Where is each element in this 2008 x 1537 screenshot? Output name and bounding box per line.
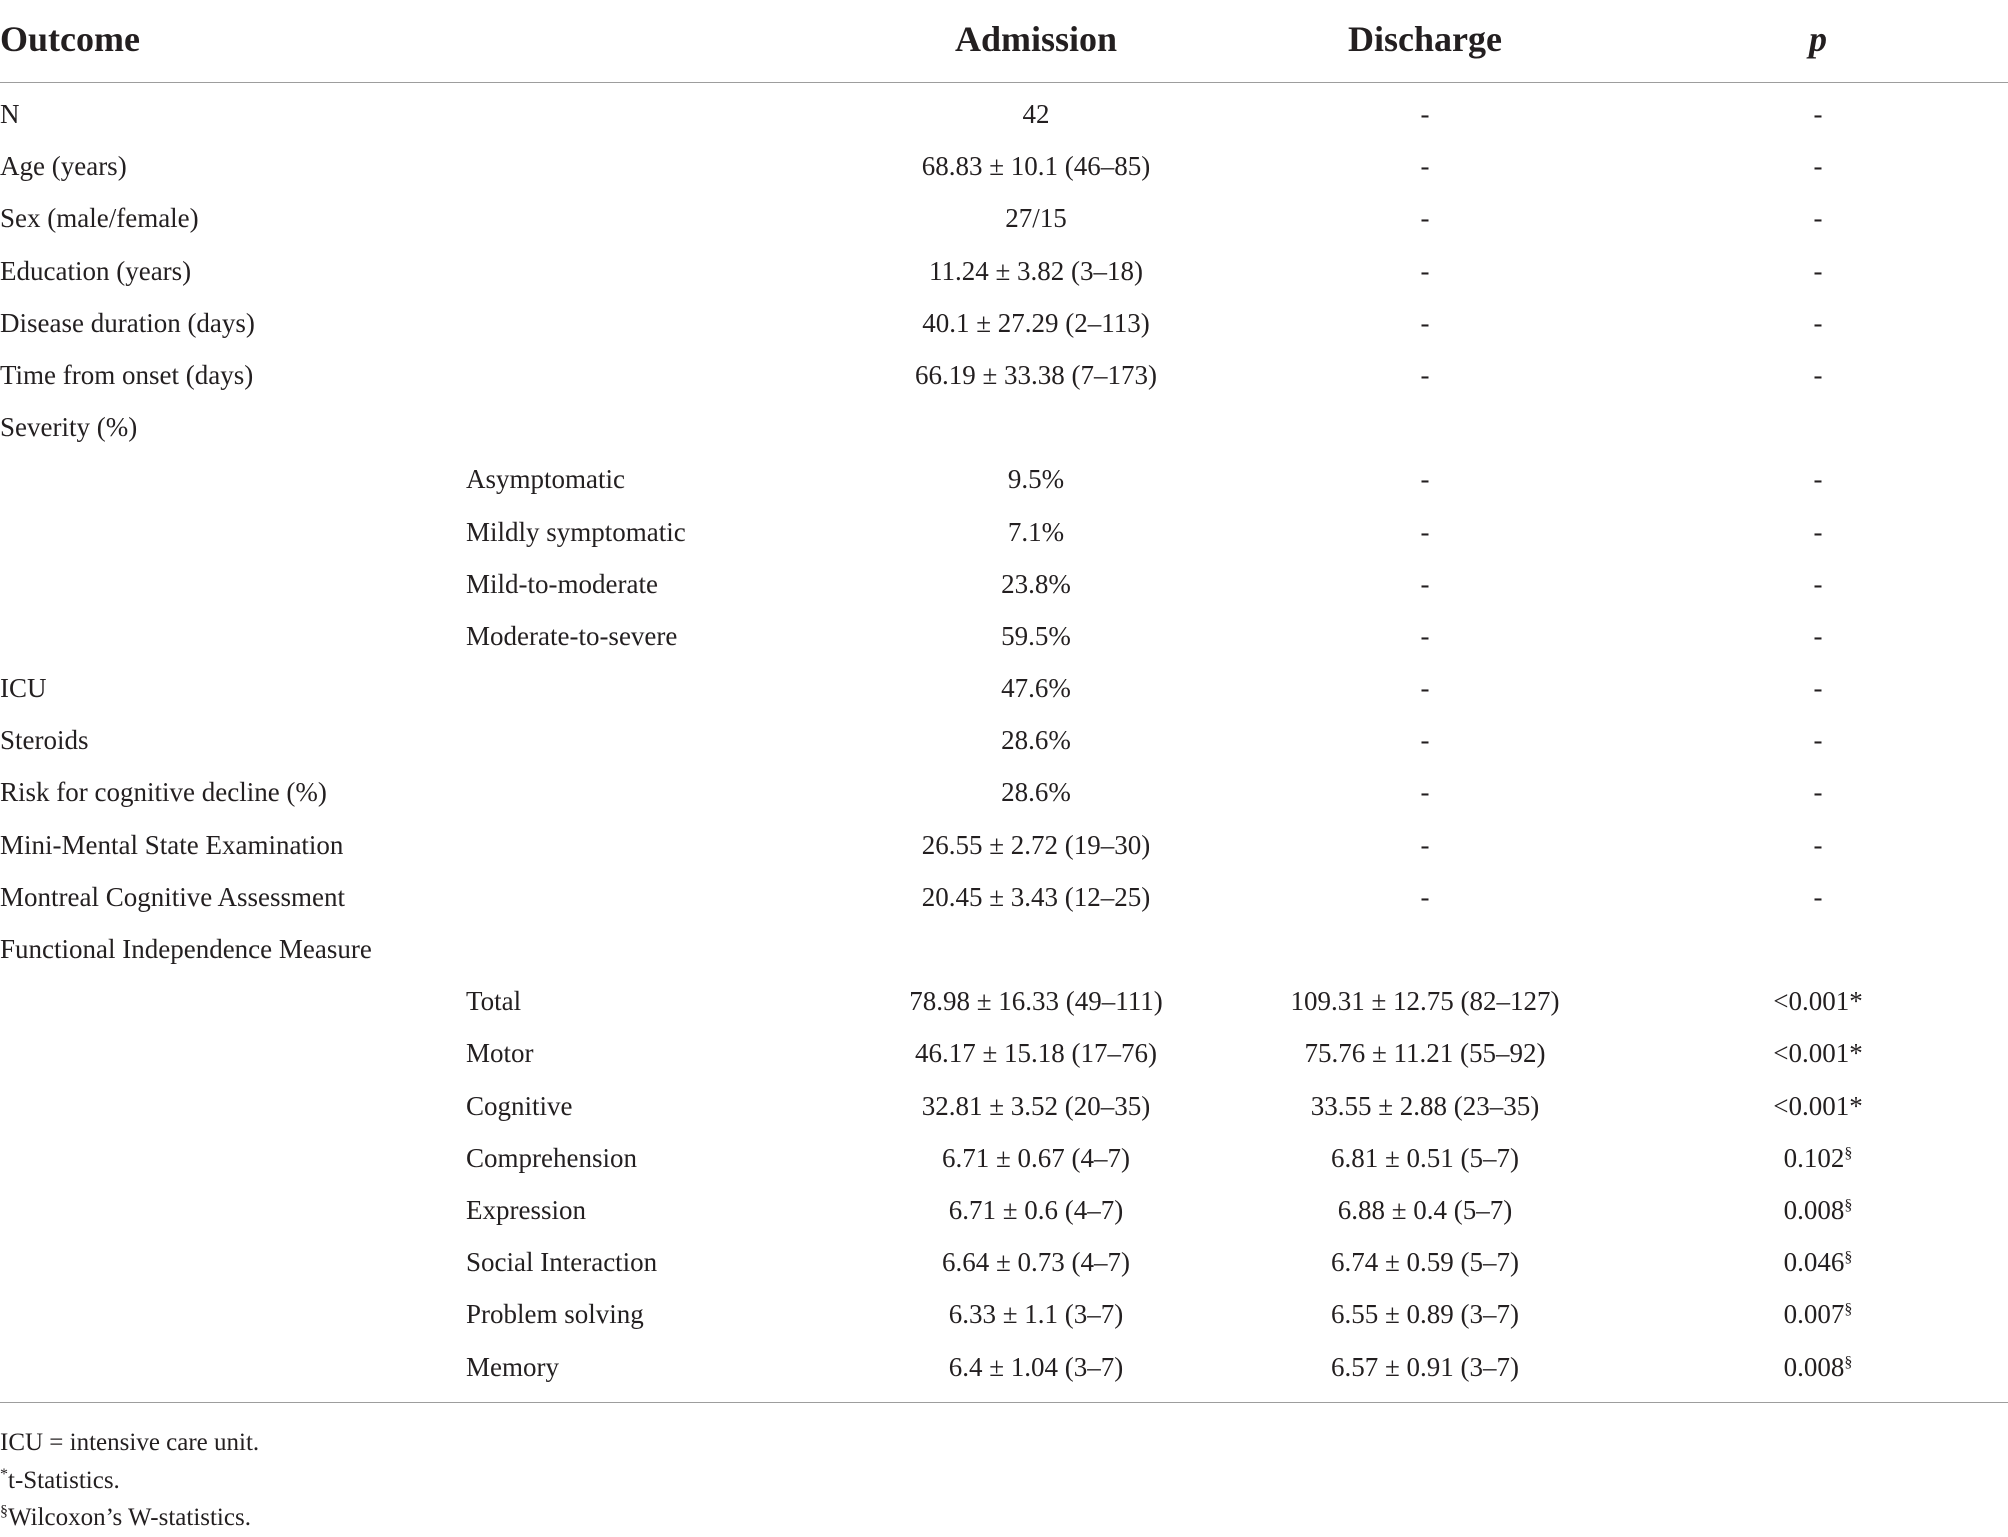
- admission-cell: 6.33 ± 1.1 (3–7): [948, 1299, 1124, 1330]
- p-value-cell: [1814, 464, 1823, 495]
- admission-cell: 47.6%: [1001, 673, 1071, 704]
- admission-cell: 32.81 ± 3.52 (20–35): [921, 1090, 1151, 1121]
- row-sublabel: Memory: [466, 1351, 559, 1382]
- row-label: Montreal Cognitive Assessment: [0, 881, 345, 912]
- discharge-cell: 6.55 ± 0.89 (3–7): [1330, 1299, 1520, 1330]
- table-row: [0, 400, 2008, 452]
- footnote: [0, 1418, 259, 1456]
- p-value-mark: §: [1844, 1196, 1853, 1214]
- admission-cell: 68.83 ± 10.1 (46–85): [921, 151, 1151, 182]
- footnote-mark: §: [0, 1503, 8, 1520]
- admission-cell: 6.4 ± 1.04 (3–7): [948, 1351, 1124, 1382]
- p-value-cell: [1814, 517, 1823, 548]
- discharge-cell: -: [1420, 203, 1430, 234]
- row-sublabel: Expression: [466, 1194, 586, 1225]
- discharge-cell: -: [1420, 359, 1430, 390]
- row-label: Age (years): [0, 151, 127, 182]
- row-sublabel: Asymptomatic: [466, 464, 625, 495]
- row-sublabel: Mildly symptomatic: [466, 516, 686, 547]
- admission-cell: 66.19 ± 33.38 (7–173): [914, 359, 1158, 390]
- row-label: Steroids: [0, 725, 89, 756]
- table-row: [0, 1340, 2008, 1392]
- admission-cell: 40.1 ± 27.29 (2–113): [922, 307, 1150, 338]
- table-row: [0, 505, 2008, 557]
- table-row: [0, 348, 2008, 400]
- p-value-text: -: [1813, 516, 1823, 547]
- discharge-cell: 75.76 ± 11.21 (55–92): [1304, 1038, 1546, 1069]
- p-value-text: 0.008: [1783, 1351, 1845, 1382]
- table-row: [0, 139, 2008, 191]
- admission-cell: 28.6%: [1001, 777, 1071, 808]
- p-value-text: -: [1813, 203, 1823, 234]
- admission-cell: 6.71 ± 0.67 (4–7): [941, 1142, 1131, 1173]
- table-row: [0, 452, 2008, 504]
- admission-cell: 26.55 ± 2.72 (19–30): [921, 829, 1151, 860]
- p-value-text: -: [1813, 99, 1823, 129]
- p-value-cell: [1814, 569, 1823, 600]
- footnote-text: ICU = intensive care unit.: [0, 1429, 260, 1456]
- p-value-cell: [1814, 673, 1823, 704]
- p-value-text: -: [1813, 881, 1823, 912]
- admission-cell: 6.64 ± 0.73 (4–7): [941, 1247, 1131, 1278]
- table-row: [0, 818, 2008, 870]
- footnote: [0, 1493, 259, 1531]
- admission-cell: 9.5%: [1007, 464, 1065, 495]
- discharge-cell: -: [1420, 99, 1430, 129]
- p-value-cell: [1784, 1195, 1853, 1226]
- footnote-mark: *: [0, 1465, 8, 1483]
- discharge-cell: -: [1420, 777, 1430, 808]
- row-label: Sex (male/female): [0, 203, 199, 234]
- admission-cell: 6.71 ± 0.6 (4–7): [948, 1194, 1124, 1225]
- p-value-cell: [1814, 882, 1823, 913]
- p-value-text: -: [1813, 307, 1823, 338]
- header-discharge: Discharge: [1348, 19, 1502, 59]
- p-value-text: <0.001*: [1773, 1090, 1863, 1121]
- p-value-cell: [1814, 308, 1823, 339]
- p-value-text: <0.001*: [1773, 986, 1863, 1017]
- row-sublabel: Comprehension: [466, 1142, 637, 1173]
- header-outcome: Outcome: [0, 19, 140, 59]
- table-row: [0, 296, 2008, 348]
- p-value-cell: [1784, 1299, 1853, 1330]
- footnote: [0, 1456, 259, 1494]
- discharge-cell: -: [1420, 673, 1430, 704]
- discharge-cell: 6.88 ± 0.4 (5–7): [1337, 1194, 1513, 1225]
- table-row: [0, 557, 2008, 609]
- p-value-cell: [1814, 256, 1823, 287]
- row-label: Mini-Mental State Examination: [0, 829, 344, 860]
- table-row: [0, 1026, 2008, 1078]
- discharge-cell: -: [1420, 881, 1430, 912]
- admission-cell: 11.24 ± 3.82 (3–18): [928, 255, 1144, 286]
- table-row: [0, 244, 2008, 296]
- footnote-text: t-Statistics.: [8, 1466, 120, 1494]
- row-label: Severity (%): [0, 412, 138, 443]
- p-value-mark: §: [1844, 1301, 1853, 1319]
- p-value-cell: [1814, 151, 1823, 182]
- footer-divider: [0, 1402, 2008, 1403]
- row-label: Time from onset (days): [0, 359, 254, 390]
- p-value-text: -: [1813, 255, 1823, 286]
- p-value-text: -: [1813, 359, 1823, 390]
- p-value-text: -: [1813, 777, 1823, 808]
- admission-cell: 46.17 ± 15.18 (17–76): [914, 1038, 1158, 1069]
- admission-cell: 23.8%: [1001, 568, 1071, 599]
- p-value-cell: [1784, 1352, 1853, 1383]
- header-p: p: [1809, 19, 1827, 59]
- discharge-cell: 6.57 ± 0.91 (3–7): [1330, 1351, 1520, 1382]
- table-row: [0, 974, 2008, 1026]
- table-row: [0, 609, 2008, 661]
- p-value-cell: [1814, 99, 1823, 130]
- discharge-cell: -: [1420, 307, 1430, 338]
- row-label: N: [0, 99, 20, 129]
- p-value-mark: §: [1844, 1144, 1853, 1162]
- row-label: ICU: [0, 673, 47, 704]
- admission-cell: 27/15: [1005, 203, 1067, 234]
- p-value-cell: [1814, 725, 1823, 756]
- row-sublabel: Motor: [466, 1038, 534, 1069]
- p-value-cell: [1814, 830, 1823, 861]
- table-row: [0, 1287, 2008, 1339]
- p-value-cell: [1773, 1038, 1862, 1069]
- discharge-cell: 6.81 ± 0.51 (5–7): [1330, 1142, 1520, 1173]
- p-value-text: -: [1813, 725, 1823, 756]
- p-value-text: <0.001*: [1773, 1038, 1863, 1069]
- discharge-cell: -: [1420, 725, 1430, 756]
- table-header: [0, 0, 2008, 83]
- discharge-cell: -: [1420, 255, 1430, 286]
- p-value-cell: [1814, 360, 1823, 391]
- discharge-cell: -: [1420, 829, 1430, 860]
- p-value-mark: §: [1844, 1249, 1853, 1267]
- table-row: [0, 713, 2008, 765]
- table-row: [0, 661, 2008, 713]
- p-value-cell: [1773, 1091, 1862, 1122]
- p-value-cell: [1773, 986, 1862, 1017]
- p-value-cell: [1784, 1247, 1853, 1278]
- p-value-text: 0.046: [1783, 1247, 1845, 1278]
- p-value-cell: [1784, 1143, 1853, 1174]
- footnote-text: Wilcoxon’s W-statistics.: [8, 1504, 251, 1531]
- admission-cell: 20.45 ± 3.43 (12–25): [921, 881, 1151, 912]
- p-value-text: 0.102: [1783, 1142, 1845, 1173]
- discharge-cell: 6.74 ± 0.59 (5–7): [1330, 1247, 1520, 1278]
- row-sublabel: Total: [466, 986, 522, 1017]
- p-value-text: 0.008: [1783, 1194, 1845, 1225]
- discharge-cell: 33.55 ± 2.88 (23–35): [1310, 1090, 1540, 1121]
- p-value-text: -: [1813, 464, 1823, 495]
- table-body: [0, 87, 2008, 1392]
- header-admission: Admission: [954, 19, 1118, 59]
- row-sublabel: Cognitive: [466, 1090, 573, 1121]
- p-value-text: -: [1813, 151, 1823, 182]
- p-value-mark: §: [1844, 1353, 1853, 1371]
- discharge-cell: -: [1420, 151, 1430, 182]
- discharge-cell: -: [1420, 464, 1430, 495]
- discharge-cell: -: [1420, 620, 1430, 651]
- admission-cell: 78.98 ± 16.33 (49–111): [909, 986, 1163, 1017]
- p-value-cell: [1814, 777, 1823, 808]
- table-row: [0, 87, 2008, 139]
- table-row: [0, 765, 2008, 817]
- row-sublabel: Moderate-to-severe: [466, 620, 678, 651]
- p-value-text: -: [1813, 829, 1823, 860]
- table-row: [0, 1235, 2008, 1287]
- p-value-cell: [1814, 621, 1823, 652]
- row-sublabel: Problem solving: [466, 1299, 644, 1330]
- discharge-cell: -: [1420, 568, 1430, 599]
- row-sublabel: Mild-to-moderate: [466, 568, 658, 599]
- discharge-cell: 109.31 ± 12.75 (82–127): [1290, 986, 1560, 1017]
- p-value-text: -: [1813, 673, 1823, 704]
- table-row: [0, 1131, 2008, 1183]
- p-value-cell: [1814, 203, 1823, 234]
- row-label: Functional Independence Measure: [0, 934, 372, 964]
- table-row: [0, 191, 2008, 243]
- table-row: [0, 922, 2008, 974]
- p-value-text: 0.007: [1783, 1299, 1845, 1330]
- admission-cell: 28.6%: [1001, 725, 1071, 756]
- table-row: [0, 870, 2008, 922]
- p-value-text: -: [1813, 620, 1823, 651]
- admission-cell: 7.1%: [1007, 516, 1065, 547]
- row-sublabel: Social Interaction: [466, 1247, 658, 1278]
- discharge-cell: -: [1420, 516, 1430, 547]
- p-value-text: -: [1813, 568, 1823, 599]
- row-label: Risk for cognitive decline (%): [0, 777, 327, 808]
- row-label: Education (years): [0, 255, 192, 286]
- table-row: [0, 1079, 2008, 1131]
- table-row: [0, 1183, 2008, 1235]
- row-label: Disease duration (days): [0, 307, 255, 338]
- admission-cell: 42: [1022, 99, 1050, 129]
- footnotes: [0, 1418, 259, 1531]
- admission-cell: 59.5%: [1001, 620, 1071, 651]
